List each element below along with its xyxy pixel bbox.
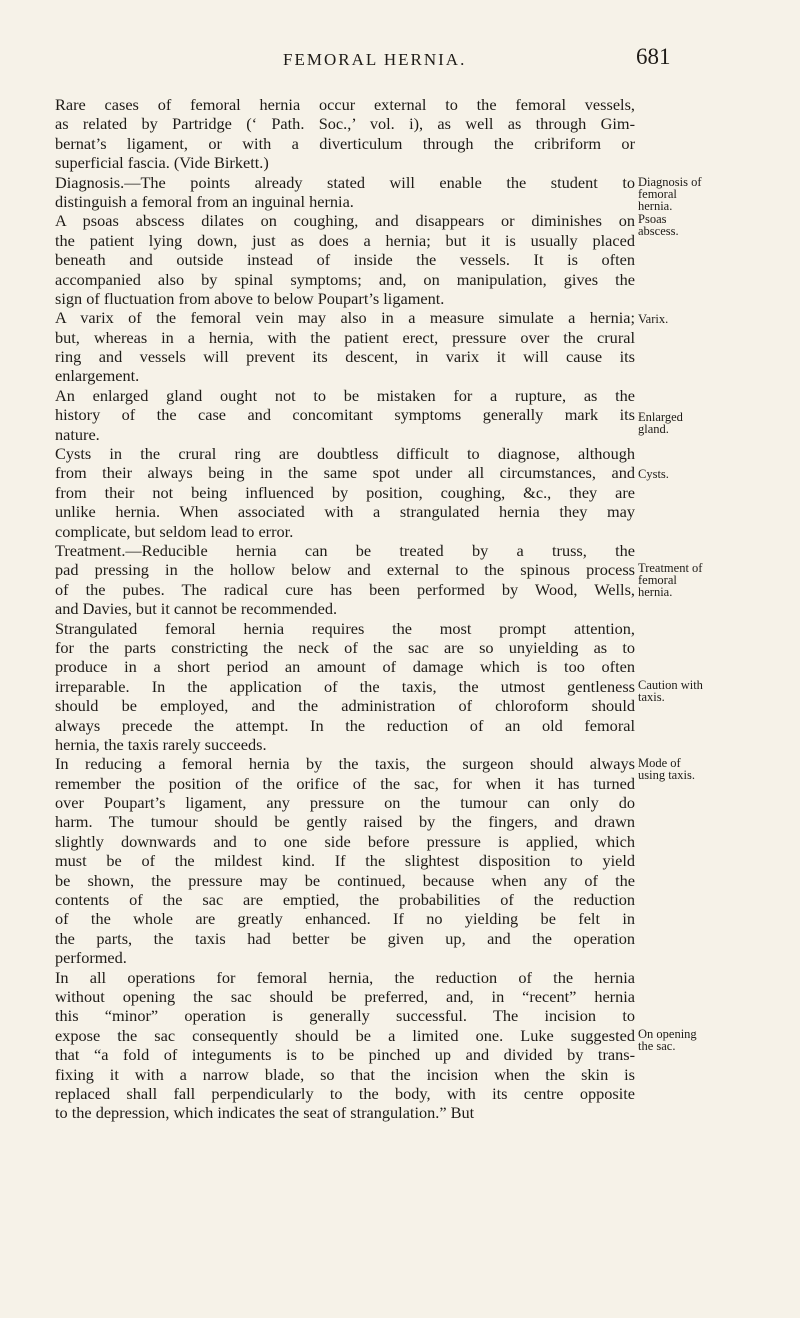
text-line: as related by Partridge (‘ Path. Soc.,’ vol. i), as well as through Gim- [55,114,635,134]
text-line: An enlarged gland ought not to be mistaken for a rupture, as the [55,385,635,405]
text-line: of the pubes. The radical cure has been performed by Wood, Wells, [55,579,635,599]
text-line: performed. [55,948,127,968]
text-line: Treatment.—Reducible hernia can be treated by a truss, the [55,540,635,560]
text-line: In all operations for femoral hernia, the reduction of the hernia [55,967,635,987]
text-line: enlargement. [55,366,140,386]
running-title: FEMORAL HERNIA. [283,50,467,69]
text-line: over Poupart’s ligament, any pressure on the tumour can only do [55,793,635,813]
text-line: bernat’s ligament, or with a diverticulum through the cribriform or [55,133,635,153]
margin-note-diagnosis: Diagnosis of femoral hernia. [638,175,702,213]
text-line: and Davies, but it cannot be recommended. [55,599,338,619]
text-line: but, whereas in a hernia, with the patient erect, pressure over the crural [55,327,635,347]
text-line: sign of fluctuation from above to below Poupart’s ligament. [55,288,445,308]
text-line: ring and vessels will prevent its descent, in varix it will cause its [55,347,635,367]
margin-note-treatment: Treatment of femoral hernia. [638,561,703,599]
text-line: the parts, the taxis had better be given up, and the operation [55,928,635,948]
text-line: harm. The tumour should be gently raised by the fingers, and drawn [55,812,635,832]
text-line: from their not being influenced by position, coughing, &c., they are [55,482,635,502]
text-line: Strangulated femoral hernia requires the most prompt attention, [55,618,635,638]
text-line: Rare cases of femoral hernia occur external to the femoral vessels, [55,95,635,114]
text-line: irreparable. In the application of the taxis, the utmost gentleness [55,676,635,696]
text-line: complicate, but seldom lead to error. [55,521,294,541]
text-line: unlike hernia. When associated with a strangulated hernia they may [55,502,635,522]
margin-note-psoas-abscess: Psoas abscess. [638,212,679,238]
text-line: without opening the sac should be preferred, and, in “recent” hernia [55,986,635,1006]
text-line: superficial fascia. (Vide Birkett.) [55,153,269,173]
text-line: the patient lying down, just as does a hernia; but it is usually placed [55,230,635,250]
text-line: history of the case and concomitant symptoms generally mark its [55,405,635,425]
text-line: for the parts constricting the neck of the sac are so unyielding as to [55,637,635,657]
text-line: replaced shall fall perpendicularly to the body, with its centre opposite [55,1083,635,1103]
margin-note-caution-taxis: Caution with taxis. [638,678,703,704]
margin-note-cysts: Cysts. [638,467,669,481]
text-line: slightly downwards and to one side before pressure is applied, which [55,831,635,851]
text-line: A psoas abscess dilates on coughing, and disappears or diminishes on [55,211,635,231]
text-line: nature. [55,424,100,444]
text-line: In reducing a femoral hernia by the taxis, the surgeon should always [55,754,635,774]
text-line: of the whole are greatly enhanced. If no yielding be felt in [55,909,635,929]
margin-note-enlarged-gland: Enlarged gland. [638,410,683,436]
text-line: expose the sac consequently should be a limited one. Luke suggested [55,1025,635,1045]
text-line: always precede the attempt. In the reduction of an old femoral [55,715,635,735]
text-line: must be of the mildest kind. If the slightest disposition to yield [55,851,635,871]
margin-note-mode-taxis: Mode of using taxis. [638,756,695,782]
text-line: Cysts in the crural ring are doubtless difficult to diagnose, although [55,444,635,464]
text-line: contents of the sac are emptied, the probabilities of the reduction [55,890,635,910]
margin-note-opening-sac: On opening the sac. [638,1027,697,1053]
text-line: hernia, the taxis rarely succeeds. [55,734,267,754]
text-line: produce in a short period an amount of damage which is too often [55,657,635,677]
text-line: that “a fold of integuments is to be pinched up and divided by trans- [55,1045,635,1065]
text-line: to the depression, which indicates the seat of strangulation.” But [55,1103,475,1123]
text-line: A varix of the femoral vein may also in a measure simulate a hernia; [55,308,635,328]
text-line: this “minor” operation is generally successful. The incision to [55,1006,635,1026]
body-text [55,95,635,1123]
text-line: fixing it with a narrow blade, so that the incision when the skin is [55,1064,635,1084]
text-line: Diagnosis.—The points already stated will enable the student to [55,172,635,192]
text-line: distinguish a femoral from an inguinal hernia. [55,191,354,211]
text-line: be shown, the pressure may be continued, because when any of the [55,870,635,890]
text-line: beneath and outside instead of inside the vessels. It is often [55,250,635,270]
text-line: pad pressing in the hollow below and external to the spinous process [55,560,635,580]
margin-note-varix: Varix. [638,312,669,326]
text-line: from their always being in the same spot under all circumstances, and [55,463,635,483]
page-number: 681 [636,44,671,69]
text-line: remember the position of the orifice of the sac, for when it has turned [55,773,635,793]
page-header [0,44,800,80]
text-line: should be employed, and the administration of chloroform should [55,696,635,716]
text-line: accompanied also by spinal symptoms; and, on manipulation, gives the [55,269,635,289]
